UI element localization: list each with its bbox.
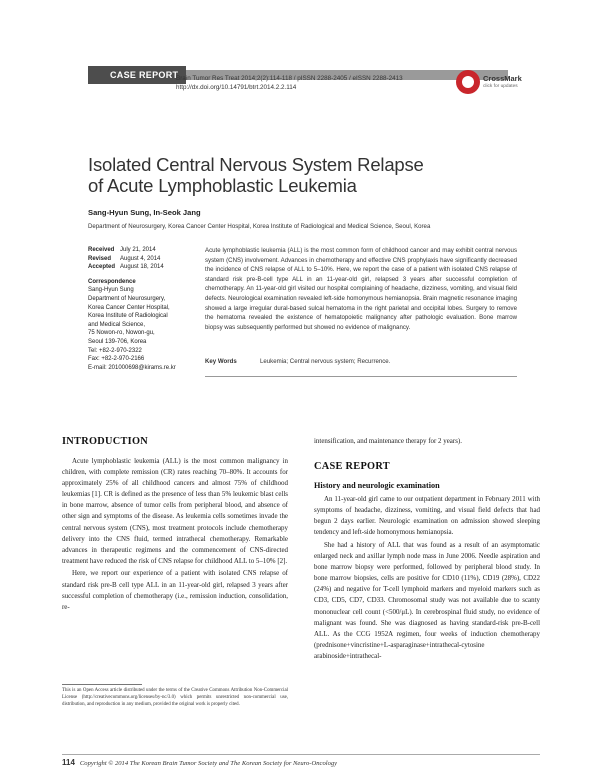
- keywords-text: Leukemia; Central nervous system; Recurrence.: [260, 358, 391, 365]
- authors: Sang-Hyun Sung, In-Seok Jang: [88, 208, 201, 217]
- corr-line: and Medical Science,: [88, 321, 146, 328]
- corr-line: Korea Institute of Radiological: [88, 313, 168, 320]
- revised-row: [88, 255, 193, 264]
- paragraph: She had a history of ALL that was found as a result of an asymptomatic enlarged neck and axillar lymph node mass in June 2006. Needle aspiration and bone marrow biopsy were performed, followed by peripheral blood study. In bone marrow biopsies, cells are positive for CD10 (11%), CD19 (28%), CD22 (24%) and negative for T-cell lymphoid markers and myeloid markers such as CD3, CD5, CD7, CD33. Chromosomal study was not available due to scanty mononuclear cell count (<500/μL). In cerebrospinal fluid study, no evidence of malignant was found. She was diagnosed as having standard-risk pre-B-cell ALL. As the CCG 1952A regimen, four weeks of induction chemotherapy (prednisone+vincristine+L-asparaginase+intrathecal-cytosine arabinoside+intrathecal-: [314, 540, 540, 660]
- crossmark-icon: [456, 70, 480, 94]
- license-footnote: This is an Open Access article distributed under the terms of the Creative Commons Attribution Non-Commercial License (http://creativecommons.org/licenses/by-nc/3.0) which permits unrestricted non-commercial use, distribution, and reproduction in any medium, provided the original work is properly cited.: [62, 688, 288, 707]
- keywords-label: Key Words: [205, 358, 237, 365]
- corr-tel: Tel: +82-2-970-2322: [88, 347, 142, 354]
- crossmark-subtitle: click for updates: [483, 84, 518, 89]
- revised-label: Revised: [88, 255, 112, 262]
- keywords: [205, 358, 517, 365]
- received-date: July 21, 2014: [120, 247, 156, 253]
- paragraph: Here, we report our experience of a patient with isolated CNS relapse of standard risk pre-B cell type ALL in an 11-year-old girl, relapsed 3 years after successful completion of chemotherapy (i.e., remission induction, consolidation, re-: [62, 569, 288, 611]
- paragraph: Acute lymphoblastic leukemia (ALL) is the most common malignancy in children, with complete remission (CR) rates reaching 70–80%. It accounts for approximately 25% of all childhood cancers and almost 75% of childhood leukemias [1]. CR is defined as the presence of less than 5% leukemic blast cells in bone marrow, absence of tumor cells from peripheral blood, and absence of other sign and symptoms of the disease. As leukemia cells sometimes invade the central nervous system (CNS), most treatment protocols include chemotherapy delivery into the CNS fluid, termed intrathecal chemotherapy. Remarkable advances in therapeutic regimens and the commencement of CNS-directed treatment have reduced the risk of CNS relapse for childhood ALL to 5–10% [2].: [62, 457, 288, 565]
- corr-fax: Fax: +82-2-970-2166: [88, 356, 145, 363]
- article-history: [88, 246, 193, 372]
- accepted-date: August 18, 2014: [120, 264, 164, 271]
- section-tag: CASE REPORT: [88, 66, 186, 84]
- page-footer: [62, 758, 337, 767]
- received-label: Received: [88, 247, 115, 253]
- received-row: [88, 246, 193, 255]
- correspondence-label: Correspondence: [88, 278, 136, 285]
- affiliation: Department of Neurosurgery, Korea Cancer Center Hospital, Korea Institute of Radiological and Medical Science, Seoul, Korea: [88, 223, 431, 230]
- left-column: [62, 436, 288, 614]
- crossmark-badge[interactable]: [456, 70, 546, 98]
- paragraph: intensification, and maintenance therapy for 2 years).: [314, 437, 462, 445]
- case-heading: CASE REPORT: [314, 461, 390, 473]
- corr-line: 75 Nowon-ro, Nowon-gu,: [88, 330, 155, 337]
- copyright: Copyright © 2014 The Korean Brain Tumor Society and The Korean Society for Neuro-Oncology: [79, 760, 338, 767]
- abstract: Acute lymphoblastic leukemia (ALL) is the most common form of childhood cancer and may exhibit central nervous system (CNS) involvement. Advances in chemotherapy and effective CNS prophylaxis have significantly decreased the incidence of CNS relapse of ALL to 5–10%. Here, we report the case of a patient with isolated CNS relapse of standard risk pre-B-cell type ALL in an 11-year-old girl, relapsed 3 years after successful completion of chemotherapy. An 11-year-old girl visited our hospital complaining of headache, dizziness, vomiting, and visual field defects. Neurological examination revealed left-side homonymous hemianopsia. Brain magnetic resonance imaging showed a large irregular dural-based sulcal hematoma in the right parietal and occipital lobes. Surgery to remove the hematoma revealed the existence of hematopoietic malignancy after pathologic evaluation. Bone marrow biopsy was subsequently performed but showed no evidence of malignancy.: [205, 247, 517, 331]
- accepted-label: Accepted: [88, 264, 116, 271]
- accepted-row: [88, 263, 193, 272]
- journal-line: Brain Tumor Res Treat 2014;2(2):114-118 / pISSN 2288-2405 / eISSN 2288-2413: [176, 75, 403, 82]
- corr-line: Seoul 139-706, Korea: [88, 338, 147, 345]
- correspondence-block: [88, 286, 193, 372]
- crossmark-title: CrossMark: [483, 74, 522, 83]
- page-number: 114: [62, 758, 75, 767]
- right-column: [314, 436, 540, 664]
- corr-line: Sang-Hyun Sung: [88, 287, 134, 294]
- footnote-rule: [62, 684, 142, 685]
- subsection-heading: History and neurologic examination: [314, 481, 440, 491]
- revised-date: August 4, 2014: [120, 255, 161, 262]
- corr-line: Korea Cancer Center Hospital,: [88, 304, 170, 311]
- journal-citation: [176, 74, 403, 92]
- corr-line: Department of Neurosurgery,: [88, 295, 166, 302]
- title-line: Isolated Central Nervous System Relapse: [88, 154, 424, 175]
- intro-heading: INTRODUCTION: [62, 436, 148, 447]
- title-line: of Acute Lymphoblastic Leukemia: [88, 175, 357, 196]
- corr-email[interactable]: E-mail: 201000698@kirams.re.kr: [88, 364, 176, 371]
- article-title: [88, 154, 508, 196]
- footer-rule: [62, 754, 540, 755]
- divider: [205, 376, 517, 377]
- doi-link[interactable]: http://dx.doi.org/10.14791/btrt.2014.2.2.114: [176, 84, 297, 91]
- paragraph: An 11-year-old girl came to our outpatient department in February 2011 with symptoms of headache, dizziness, vomiting, and visual field defects that had begun 2 days earlier. Neurologic examination on admission showed sleeping tendency and left-side homonymous hemianopsia.: [314, 495, 540, 537]
